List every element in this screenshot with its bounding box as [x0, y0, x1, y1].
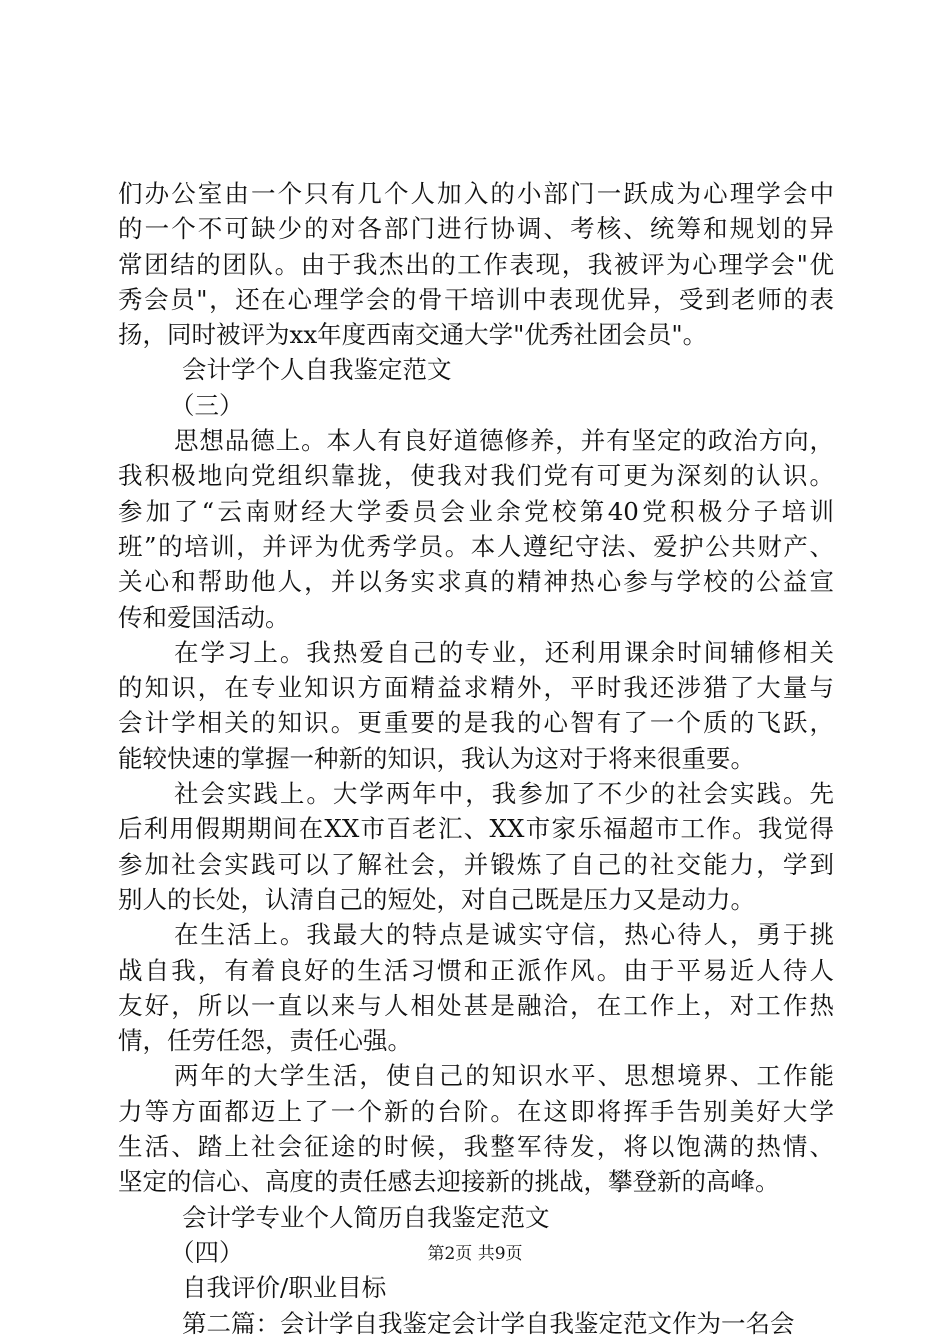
text-line: 关心和帮助他人，并以务实求真的精神热心参与学校的公益宣 [118, 567, 834, 597]
text-line: 传和爱国活动。 [118, 602, 290, 632]
text-line: 参加了“云南财经大学委员会业余党校第40党积极分子培训 [118, 496, 834, 526]
text-line: 情，任劳任怨，责任心强。 [118, 1026, 412, 1056]
text-line: 力等方面都迈上了一个新的台阶。在这即将挥手告别美好大学 [118, 1096, 834, 1126]
text-line: 班”的培训，并评为优秀学员。本人遵纪守法、爱护公共财产、 [118, 531, 834, 561]
paragraph-first-line: 在生活上。我最大的特点是诚实守信，热心待人，勇于挑 [174, 920, 834, 950]
text-line: 会计学相关的知识。更重要的是我的心智有了一个质的飞跃， [118, 708, 834, 738]
document-body [118, 176, 834, 1341]
text-line: 扬，同时被评为xx年度西南交通大学"优秀社团会员"。 [118, 320, 708, 350]
text-line: 别人的长处，认清自己的短处，对自己既是压力又是动力。 [118, 884, 755, 914]
chapter-heading: 第二篇：会计学自我鉴定会计学自我鉴定范文作为一名会 [182, 1308, 795, 1338]
section-heading: 自我评价/职业目标 [182, 1273, 387, 1303]
text-line: 能较快速的掌握一种新的知识，我认为这对于将来很重要。 [118, 743, 755, 773]
text-line: 坚定的信心、高度的责任感去迎接新的挑战，攀登新的高峰。 [118, 1167, 780, 1197]
paragraph-first-line: 在学习上。我热爱自己的专业，还利用课余时间辅修相关 [174, 637, 834, 667]
text-line: 的一个不可缺少的对各部门进行协调、考核、统筹和规划的异 [118, 214, 834, 244]
text-line: 的知识，在专业知识方面精益求精外，平时我还涉猎了大量与 [118, 673, 834, 703]
section-number: （四） [170, 1237, 244, 1267]
text-line: 们办公室由一个只有几个人加入的小部门一跃成为心理学会中 [118, 179, 834, 208]
text-line: 秀会员"，还在心理学会的骨干培训中表现优异，受到老师的表 [118, 284, 834, 314]
section-heading: 会计学专业个人简历自我鉴定范文 [182, 1202, 550, 1232]
section-number: （三） [170, 390, 244, 420]
text-line: 生活、踏上社会征途的时候，我整军待发，将以饱满的热情、 [118, 1132, 834, 1162]
text-line: 友好，所以一直以来与人相处甚是融洽，在工作上，对工作热 [118, 990, 834, 1020]
section-heading: 会计学个人自我鉴定范文 [182, 355, 452, 385]
paragraph-first-line: 社会实践上。大学两年中，我参加了不少的社会实践。先 [174, 779, 834, 809]
text-line: 我积极地向党组织靠拢，使我对我们党有可更为深刻的认识。 [118, 461, 834, 491]
text-line: 后利用假期期间在XX市百老汇、XX市家乐福超市工作。我觉得 [118, 814, 834, 844]
text-line: 战自我，有着良好的生活习惯和正派作风。由于平易近人待人 [118, 955, 834, 985]
text-line: 参加社会实践可以了解社会，并锻炼了自己的社交能力，学到 [118, 849, 834, 879]
paragraph-first-line: 两年的大学生活，使自己的知识水平、思想境界、工作能 [174, 1061, 834, 1091]
page-number-footer: 第2页 共9页 [427, 1244, 523, 1264]
text-line: 常团结的团队。由于我杰出的工作表现，我被评为心理学会"优 [118, 249, 834, 279]
paragraph-first-line: 思想品德上。本人有良好道德修养，并有坚定的政治方向， [174, 426, 834, 456]
